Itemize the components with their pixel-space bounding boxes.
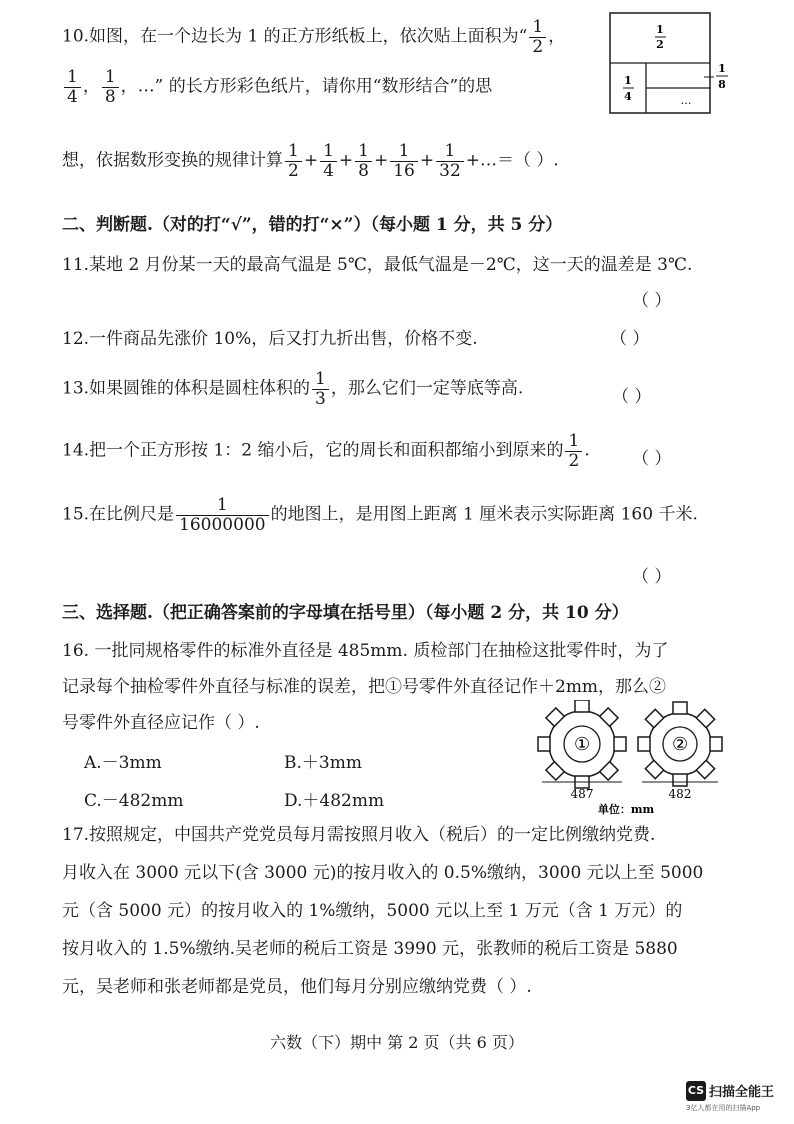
label-one-half-num: 1	[656, 23, 664, 36]
label-one-eighth-num: 1	[718, 62, 726, 75]
gear-two-icon	[638, 702, 722, 786]
label-one-eighth-den: 8	[718, 78, 726, 91]
q12-answer-blank[interactable]: （ ）	[610, 329, 650, 349]
q13-line: 13.如果圆锥的体积是圆柱体积的 $\frac{1}{3}$ ，那么它们一定等底等高.	[62, 369, 524, 409]
q10-line2-text: ，…” 的长方形彩色纸片，请你用“数形结合”的思	[120, 76, 493, 97]
q15-line: 15.在比例尺是 $\frac{1}{16000000}$ 的地图上，是用图上距离 1 厘米表示实际距离 160 千米.	[62, 495, 698, 535]
q16-line1: 16. 一批同规格零件的标准外直径是 485mm. 质检部门在抽检这批零件时，为了	[62, 641, 669, 661]
gear-diagram	[530, 700, 744, 825]
q17-line3: 元（含 5000 元）的按月收入的 1%缴纳，5000 元以上至 1 万元（含 1 万元）的	[62, 901, 683, 921]
q11-text: 11.某地 2 月份某一天的最高气温是 5℃，最低气温是－2℃，这一天的温差是 3℃.	[62, 255, 693, 275]
q12-text: 12.一件商品先涨价 10%，后又打九折出售，价格不变.	[62, 329, 478, 349]
q13-answer-blank[interactable]: （ ）	[612, 387, 652, 407]
q10-line1: 10.如图，在一个边长为 1 的正方形纸板上，依次贴上面积为“ $\frac{1}{2}$ ，	[62, 17, 566, 57]
q10-line1-text: 10.如图，在一个边长为 1 的正方形纸板上，依次贴上面积为“	[62, 26, 528, 47]
section-judgement-heading: 二、判断题.（对的打“√”，错的打“×”）（每小题 1 分，共 5 分）	[62, 215, 563, 235]
series-term: $\frac{1}{4}$	[320, 142, 337, 180]
scanner-brand-name: 扫描全能王	[709, 1085, 775, 1100]
q16-line3: 号零件外直径应记作（ ）.	[62, 713, 260, 733]
q14-line: 14.把一个正方形按 1：2 缩小后，它的周长和面积都缩小到原来的 $\frac{1}{2}$ .	[62, 431, 590, 471]
q14-answer-blank[interactable]: （ ）	[632, 449, 672, 469]
q17-line4: 按月收入的 1.5%缴纳.吴老师的税后工资是 3990 元，张教师的税后工资是 5880	[62, 939, 678, 959]
series-term: $\frac{1}{32}$	[436, 142, 464, 180]
q16-option-d[interactable]: D.＋482mm	[284, 791, 385, 811]
gear-two-label: ②	[671, 734, 689, 755]
scanner-watermark	[686, 1080, 786, 1113]
series-term: $\frac{1}{2}$	[285, 142, 302, 180]
q16-option-c[interactable]: C.－482mm	[84, 791, 184, 811]
section-choice-heading: 三、选择题.（把正确答案前的字母填在括号里）（每小题 2 分，共 10 分）	[62, 603, 629, 623]
q17-line5: 元，吴老师和张老师都是党员，他们每月分别应缴纳党费（ ）.	[62, 977, 532, 997]
label-dots: …	[680, 94, 692, 107]
fraction-half-q14: $\frac{1}{2}$	[565, 432, 582, 470]
scanner-slogan: 3亿人都在用的扫描App	[686, 1103, 761, 1112]
fraction-third: $\frac{1}{3}$	[312, 370, 329, 408]
fraction-quarter: $\frac{1}{4}$	[64, 68, 81, 106]
series-term: $\frac{1}{16}$	[390, 142, 418, 180]
page-footer: 六数（下）期中 第 2 页（共 6 页）	[270, 1033, 524, 1052]
label-one-quarter-den: 4	[624, 90, 632, 103]
series-term: $\frac{1}{8}$	[355, 142, 372, 180]
scanner-logo-icon: CS	[686, 1081, 706, 1101]
label-one-quarter-num: 1	[624, 74, 632, 87]
gear-one-icon	[538, 700, 626, 788]
fraction-half: $\frac{1}{2}$	[529, 18, 546, 56]
fraction-scale: $\frac{1}{16000000}$	[176, 496, 269, 534]
unit-label: 单位：mm	[597, 803, 655, 816]
fraction-eighth: $\frac{1}{8}$	[102, 68, 119, 106]
q11-answer-blank[interactable]: （ ）	[632, 291, 672, 311]
square-diagram	[606, 10, 736, 120]
q16-option-a[interactable]: A.－3mm	[84, 753, 162, 773]
gear-one-label: ①	[573, 734, 591, 755]
q10-line2: $\frac{1}{4}$ ， $\frac{1}{8}$ ，…” 的长方形彩色纸片，请你用“数形结合”的思	[62, 68, 492, 106]
dimension-one-label: 487	[570, 787, 594, 801]
q17-line2: 月收入在 3000 元以下(含 3000 元)的按月收入的 0.5%缴纳，3000 元以上至 5000	[62, 863, 704, 883]
q10-line3: 想，依据数形变换的规律计算 $\frac{1}{2}$ + $\frac{1}{4}$ + $\frac{1}{8}$ + $\frac{1}{16}$ + $\frac{1}{32}$ +…＝（ ）.	[62, 141, 559, 181]
q17-line1: 17.按照规定，中国共产党党员每月需按照月收入（税后）的一定比例缴纳党费.	[62, 825, 656, 845]
q16-option-b[interactable]: B.＋3mm	[284, 753, 362, 773]
dimension-two-label: 482	[668, 787, 692, 801]
q16-line2: 记录每个抽检零件外直径与标准的误差，把①号零件外直径记作＋2mm，那么②	[62, 677, 667, 697]
q15-answer-blank[interactable]: （ ）	[632, 567, 672, 587]
label-one-half-den: 2	[656, 38, 664, 51]
